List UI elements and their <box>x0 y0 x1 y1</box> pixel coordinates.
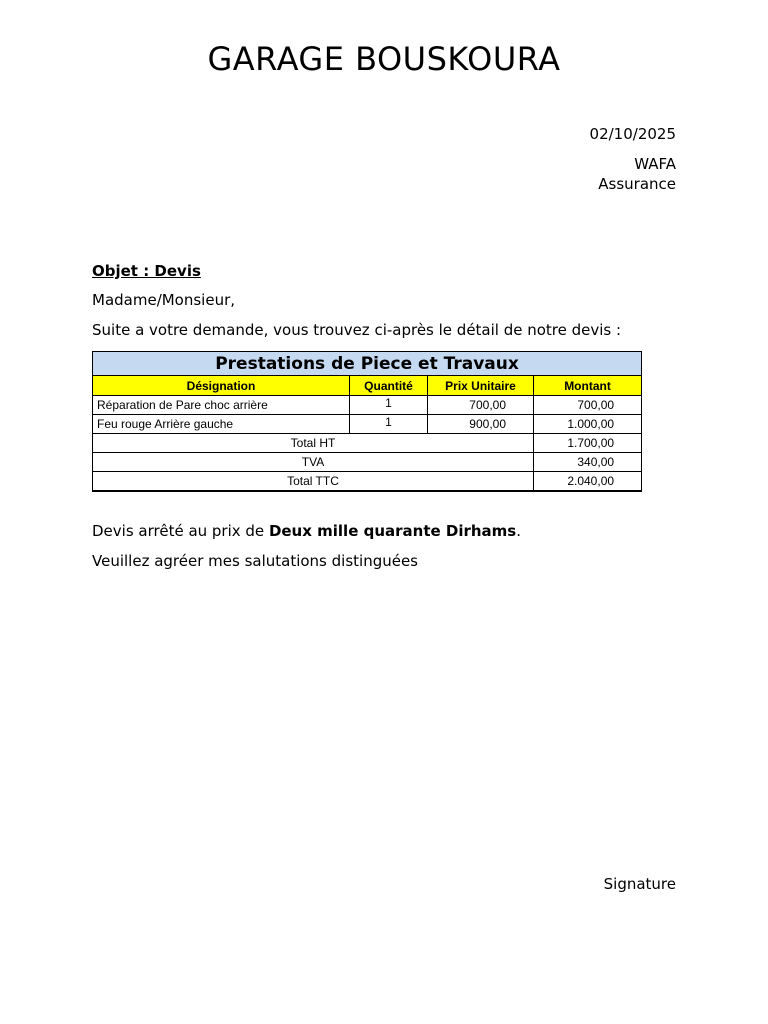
letter-subject: Objet : Devis <box>92 262 201 280</box>
column-header-montant: Montant <box>534 376 642 396</box>
total-ht-label: Total HT <box>93 434 534 453</box>
table-row <box>93 396 642 415</box>
signature-label: Signature <box>603 875 676 893</box>
price-words: Deux mille quarante Dirhams <box>268 522 517 540</box>
letter-closing: Veuillez agréer mes salutations distinguées <box>92 552 419 570</box>
row-prix-unitaire: 700,00 <box>428 396 534 415</box>
row-montant: 1.000,00 <box>534 415 642 434</box>
row-prix-unitaire: 900,00 <box>428 415 534 434</box>
recipient-name: WAFA <box>634 155 676 173</box>
total-ttc-label: Total TTC <box>93 472 534 491</box>
total-ht-value: 1.700,00 <box>534 434 642 453</box>
column-header-prix-unitaire: Prix Unitaire <box>428 376 534 396</box>
price-suffix: . <box>516 522 522 540</box>
row-quantite: 1 <box>350 415 428 434</box>
total-row-ttc <box>93 472 642 491</box>
tva-value: 340,00 <box>534 453 642 472</box>
document-date: 02/10/2025 <box>589 125 676 143</box>
tva-label: TVA <box>93 453 534 472</box>
price-in-words-line <box>92 522 521 540</box>
total-ttc-value: 2.040,00 <box>534 472 642 491</box>
row-montant: 700,00 <box>534 396 642 415</box>
letter-salutation: Madame/Monsieur, <box>92 291 236 309</box>
table-row <box>93 415 642 434</box>
column-header-designation: Désignation <box>93 376 350 396</box>
recipient-block <box>598 154 676 194</box>
company-name: GARAGE BOUSKOURA <box>207 40 561 78</box>
total-row-ht <box>93 434 642 453</box>
column-header-quantite: Quantité <box>350 376 428 396</box>
recipient-type: Assurance <box>598 175 676 193</box>
row-designation: Feu rouge Arrière gauche <box>93 415 350 434</box>
letter-intro: Suite a votre demande, vous trouvez ci-après le détail de notre devis : <box>92 321 622 339</box>
table-title: Prestations de Piece et Travaux <box>93 352 642 376</box>
row-designation: Réparation de Pare choc arrière <box>93 396 350 415</box>
price-prefix: Devis arrêté au prix de <box>92 522 269 540</box>
row-quantite: 1 <box>350 396 428 415</box>
total-row-tva <box>93 453 642 472</box>
quote-table <box>92 351 642 492</box>
